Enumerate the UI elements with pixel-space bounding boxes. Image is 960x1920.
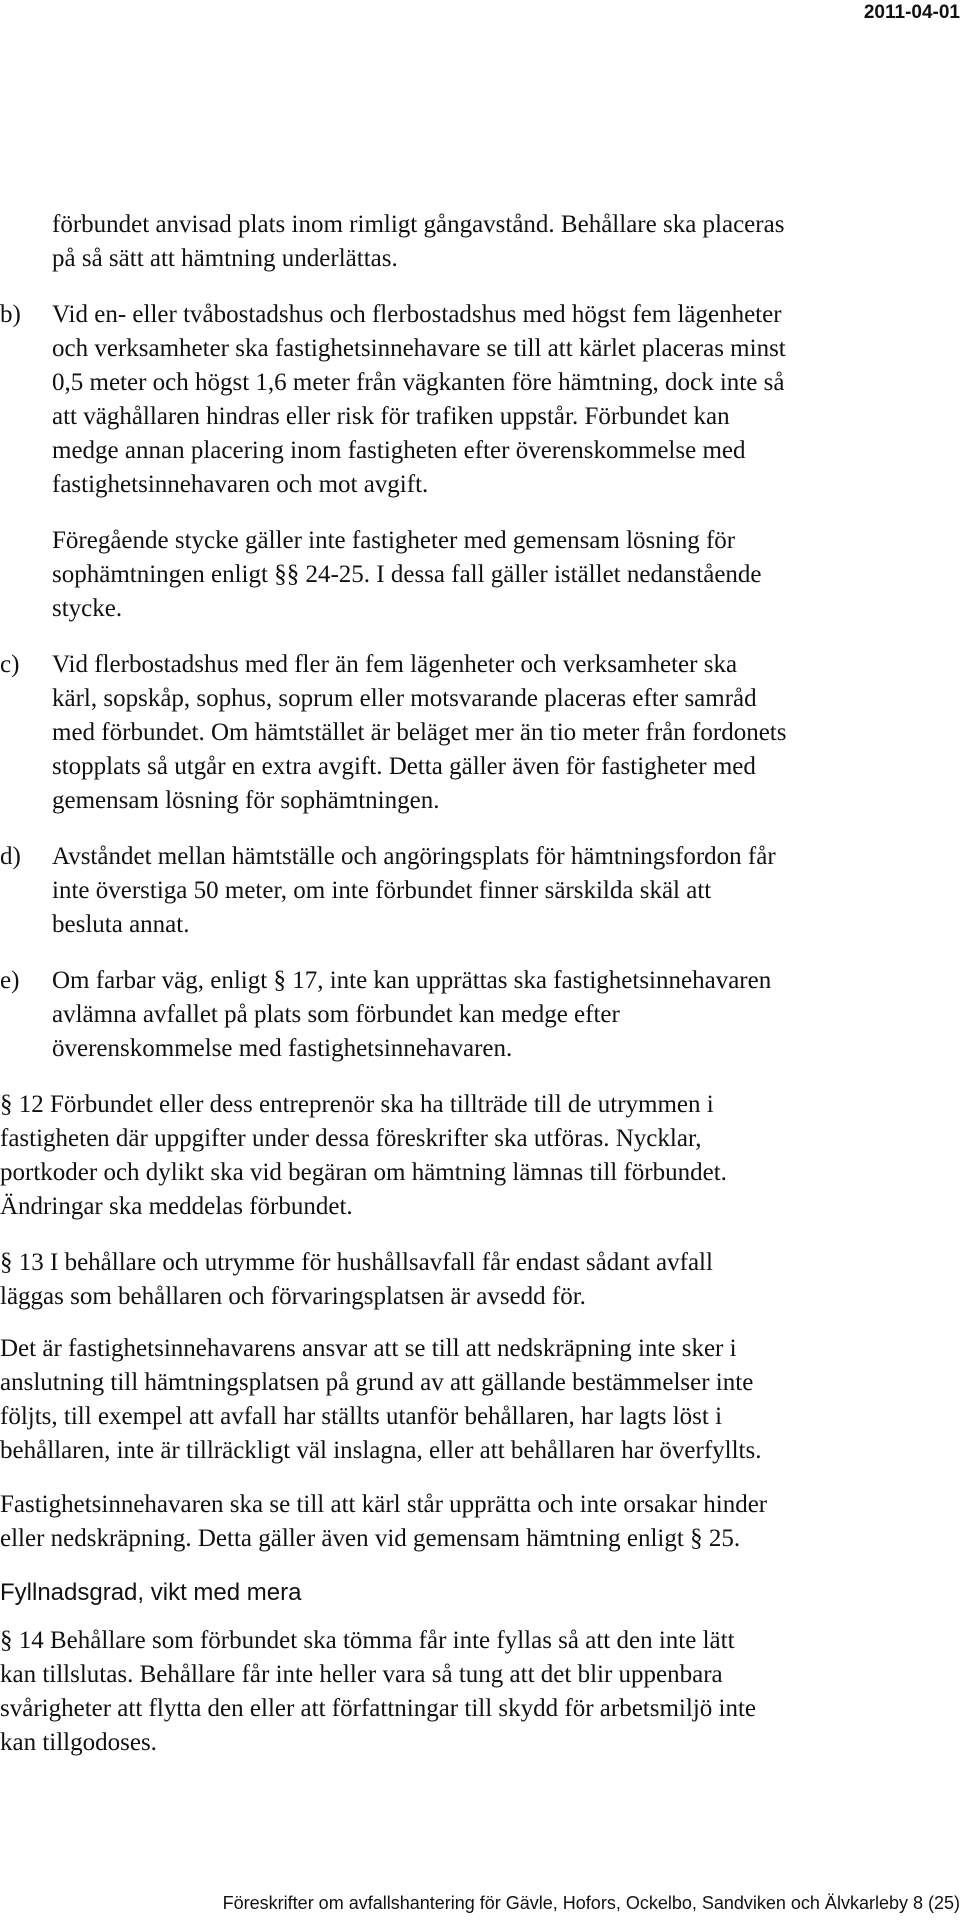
text-line: 0,5 meter och högst 1,6 meter från vägkanten före hämtning, dock inte så [52,369,785,396]
text-line: Vid flerbostadshus med fler än fem lägenheter och verksamheter ska [52,651,738,678]
text-line: medge annan placering inom fastigheten efter överenskommelse med [52,437,746,464]
text-line: läggas som behållaren och förvaringsplatsen är avsedd för. [0,1283,586,1310]
text-line: Avståndet mellan hämtställe och angöringsplats för hämtningsfordon får [52,843,776,870]
text-line: fastigheten där uppgifter under dessa föreskrifter ska utföras. Nycklar, [0,1125,702,1152]
text-line: kan tillslutas. Behållare får inte heller vara så tung att det blir uppenbara [0,1661,723,1688]
list-item-label: e) [0,967,20,994]
text-line: avlämna avfallet på plats som förbundet kan medge efter [52,1001,620,1028]
text-line: Fastighetsinnehavaren ska se till att kärl står upprätta och inte orsakar hinder [0,1491,768,1518]
text-line: överenskommelse med fastighetsinnehavaren. [52,1035,513,1062]
text-line: på så sätt att hämtning underlättas. [52,245,398,272]
text-line: § 13 I behållare och utrymme för hushållsavfall får endast sådant avfall [0,1249,713,1276]
text-line: eller nedskräpning. Detta gäller även vid gemensam hämtning enligt § 25. [0,1525,741,1552]
list-item-label: d) [0,843,21,870]
text-line: stycke. [52,595,123,622]
text-line: inte överstiga 50 meter, om inte förbundet finner särskilda skäl att [52,877,712,904]
text-line: svårigheter att flytta den eller att författningar till skydd för arbetsmiljö inte [0,1695,757,1722]
text-line: fastighetsinnehavaren och mot avgift. [52,471,429,498]
text-line: stopplats så utgår en extra avgift. Detta gäller även för fastigheter med [52,753,756,780]
text-line: portkoder och dylikt ska vid begäran om hämtning lämnas till förbundet. [0,1159,727,1186]
text-line: gemensam lösning för sophämtningen. [52,787,440,814]
text-line: kan tillgodoses. [0,1729,157,1756]
text-line: Om farbar väg, enligt § 17, inte kan upprättas ska fastighetsinnehavaren [52,967,772,994]
text-line: med förbundet. Om hämtstället är beläget mer än tio meter från fordonets [52,719,787,746]
section-heading: Fyllnadsgrad, vikt med mera [0,1579,302,1606]
text-line: och verksamheter ska fastighetsinnehavare se till att kärlet placeras minst [52,335,786,362]
text-line: att väghållaren hindras eller risk för trafiken uppstår. Förbundet kan [52,403,730,430]
text-line: besluta annat. [52,911,190,938]
list-item-label: c) [0,651,20,678]
page-footer: Föreskrifter om avfallshantering för Gävle, Hofors, Ockelbo, Sandviken och Älvkarleby 8 (25) [222,1893,960,1913]
text-line: Föregående stycke gäller inte fastigheter med gemensam lösning för [52,527,736,554]
text-line: behållaren, inte är tillräckligt väl inslagna, eller att behållaren har överfyllts. [0,1437,762,1464]
page-date: 2011-04-01 [863,2,960,23]
text-line: sophämtningen enligt §§ 24-25. I dessa fall gäller istället nedanstående [52,561,762,588]
text-line: anslutning till hämtningsplatsen på grund av att gällande bestämmelser inte [0,1369,754,1396]
text-line: följts, till exempel att avfall har ställts utanför behållaren, har lagts löst i [0,1403,723,1430]
text-line: Det är fastighetsinnehavarens ansvar att se till att nedskräpning inte sker i [0,1335,737,1362]
text-line: Vid en- eller tvåbostadshus och flerbostadshus med högst fem lägenheter [52,301,782,328]
text-line: förbundet anvisad plats inom rimligt gångavstånd. Behållare ska placeras [52,211,785,238]
text-line: kärl, sopskåp, sophus, soprum eller motsvarande placeras efter samråd [52,685,757,712]
list-item-label: b) [0,301,21,328]
text-line: § 12 Förbundet eller dess entreprenör ska ha tillträde till de utrymmen i [0,1091,714,1118]
text-line: Ändringar ska meddelas förbundet. [0,1193,353,1220]
text-line: § 14 Behållare som förbundet ska tömma får inte fyllas så att den inte lätt [0,1627,735,1654]
